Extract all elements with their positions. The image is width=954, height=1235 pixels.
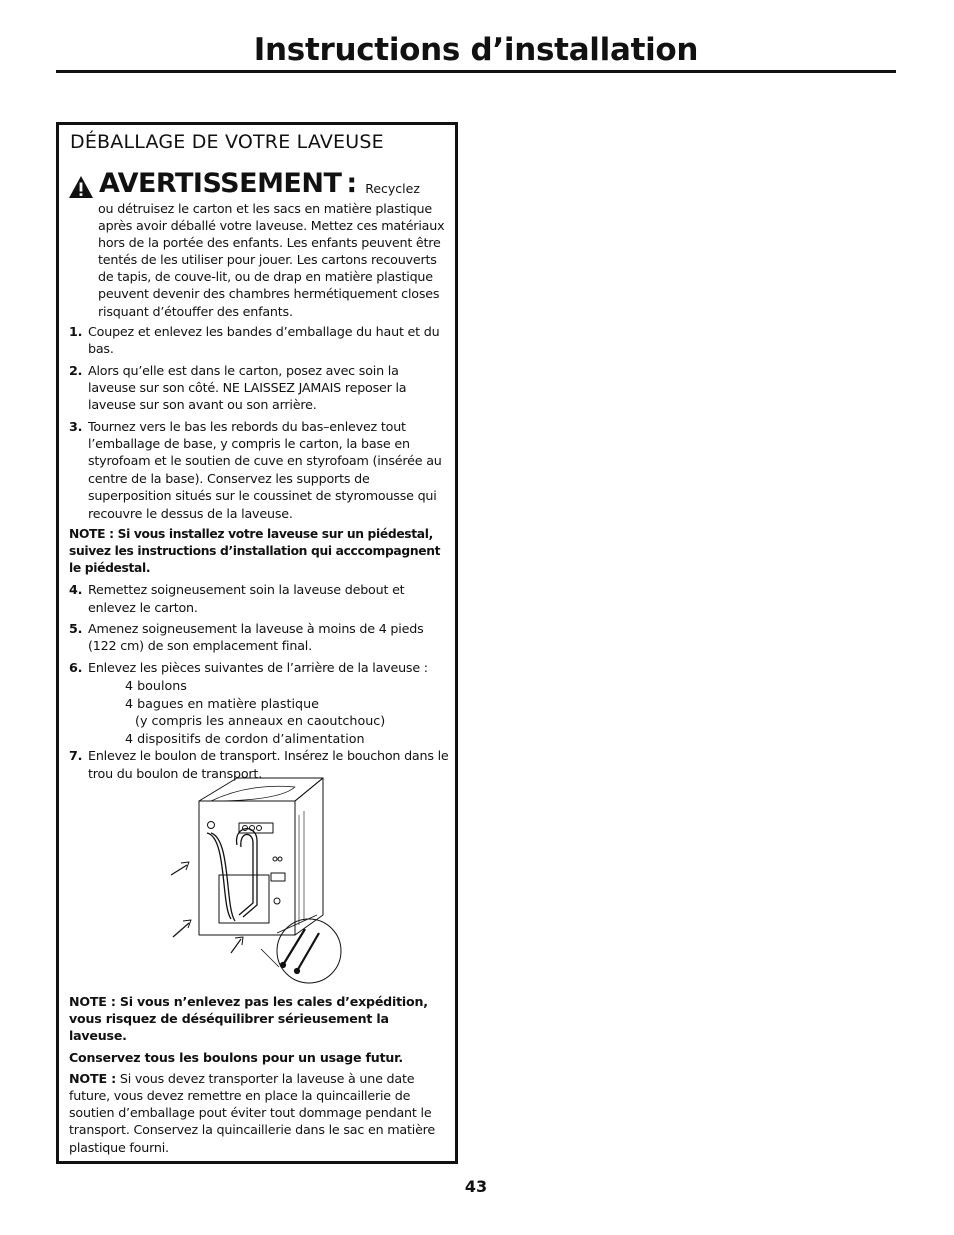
step-6	[69, 659, 449, 676]
parts-cord-devices: 4 dispositifs de cordon d’alimentation	[125, 730, 365, 746]
step-number: 1.	[69, 324, 83, 339]
warning-label: AVERTISSEMENT	[99, 168, 342, 199]
step-number: 5.	[69, 621, 83, 637]
steps-list	[69, 323, 449, 786]
shipping-note: NOTE : Si vous n’enlevez pas les cales d’expédition, vous risquez de déséquilibrer sérieusement la laveuse.	[69, 994, 428, 1044]
step-5	[69, 620, 449, 655]
page-number: 43	[464, 1177, 488, 1196]
step-text: Alors qu’elle est dans le carton, posez avec soin la laveuse sur son côté. NE LAISSEZ JAMAIS reposer la laveuse sur son avant ou son arrière.	[88, 362, 407, 413]
step-text: Amenez soigneusement la laveuse à moins de 4 pieds (122 cm) de son emplacement final.	[88, 621, 424, 654]
parts-bushings: 4 bagues en matière plastique	[125, 695, 319, 711]
warning-colon: :	[346, 168, 358, 199]
step-number: 6.	[69, 659, 83, 675]
title-rule	[56, 70, 896, 73]
unpacking-section	[56, 122, 458, 1164]
parts-bushings-sub: (y compris les anneaux en caoutchouc)	[135, 713, 386, 729]
washer-rear-illustration	[159, 775, 359, 985]
step-text: Enlevez le boulon de transport. Insérez le bouchon dans le trou du boulon de transport.	[88, 748, 449, 781]
transport-note-text: Si vous devez transporter la laveuse à une date future, vous devez remettre en place la quincaillerie de soutien d’emballage pout éviter tout dommage pendant le transport. Conservez la quincaillerie dans le sac en matière plastique fourni.	[69, 1070, 436, 1155]
transport-note	[69, 1070, 449, 1156]
parts-bolts: 4 boulons	[125, 678, 187, 694]
step-number: 3.	[69, 418, 83, 434]
step-1	[69, 323, 449, 358]
step-text: Enlevez les pièces suivantes de l’arrière de la laveuse :	[88, 659, 428, 675]
section-title: DÉBALLAGE DE VOTRE LAVEUSE	[70, 131, 384, 153]
parts-list	[125, 677, 449, 747]
transport-note-label: NOTE :	[69, 1070, 117, 1086]
step-text: Tournez vers le bas les rebords du bas–enlevez tout l’emballage de base, y compris le carton, la base en styrofoam et le soutien de cuve en styrofoam (insérée au centre de la base). Conservez les supports de superposition situés sur le coussinet de styromousse qui recouvre le dessus de la laveuse.	[88, 418, 442, 521]
step-number: 4.	[69, 582, 83, 598]
step-4	[69, 581, 449, 616]
step-text: Coupez et enlevez les bandes d’emballage du haut et du bas.	[88, 324, 440, 357]
step-number: 7.	[69, 748, 83, 764]
warning-header	[68, 169, 420, 199]
step-3	[69, 418, 449, 522]
warning-lead: Recyclez	[365, 181, 420, 196]
page-title: Instructions d’installation	[253, 32, 699, 68]
keep-bolts-note: Conservez tous les boulons pour un usage futur.	[69, 1049, 403, 1065]
warning-triangle-icon	[68, 175, 94, 199]
step-number: 2.	[69, 362, 83, 378]
pedestal-note: NOTE : Si vous installez votre laveuse sur un piédestal, suivez les instructions d’installation qui acccompagnent le piédestal.	[69, 526, 441, 576]
notes-block	[69, 993, 449, 1156]
step-text: Remettez soigneusement soin la laveuse debout et enlevez le carton.	[88, 582, 405, 615]
warning-body: ou détruisez le carton et les sacs en matière plastique après avoir déballé votre laveuse. Mettez ces matériaux hors de la portée des enfants. Les enfants peuvent être tentés de les utiliser pour jouer. Les cartons recouverts de tapis, de couve-lit, ou de drap en matière plastique peuvent devenir des chambres hermétiquement closes risquant d’étouffer des enfants.	[98, 201, 445, 319]
step-2	[69, 362, 449, 414]
